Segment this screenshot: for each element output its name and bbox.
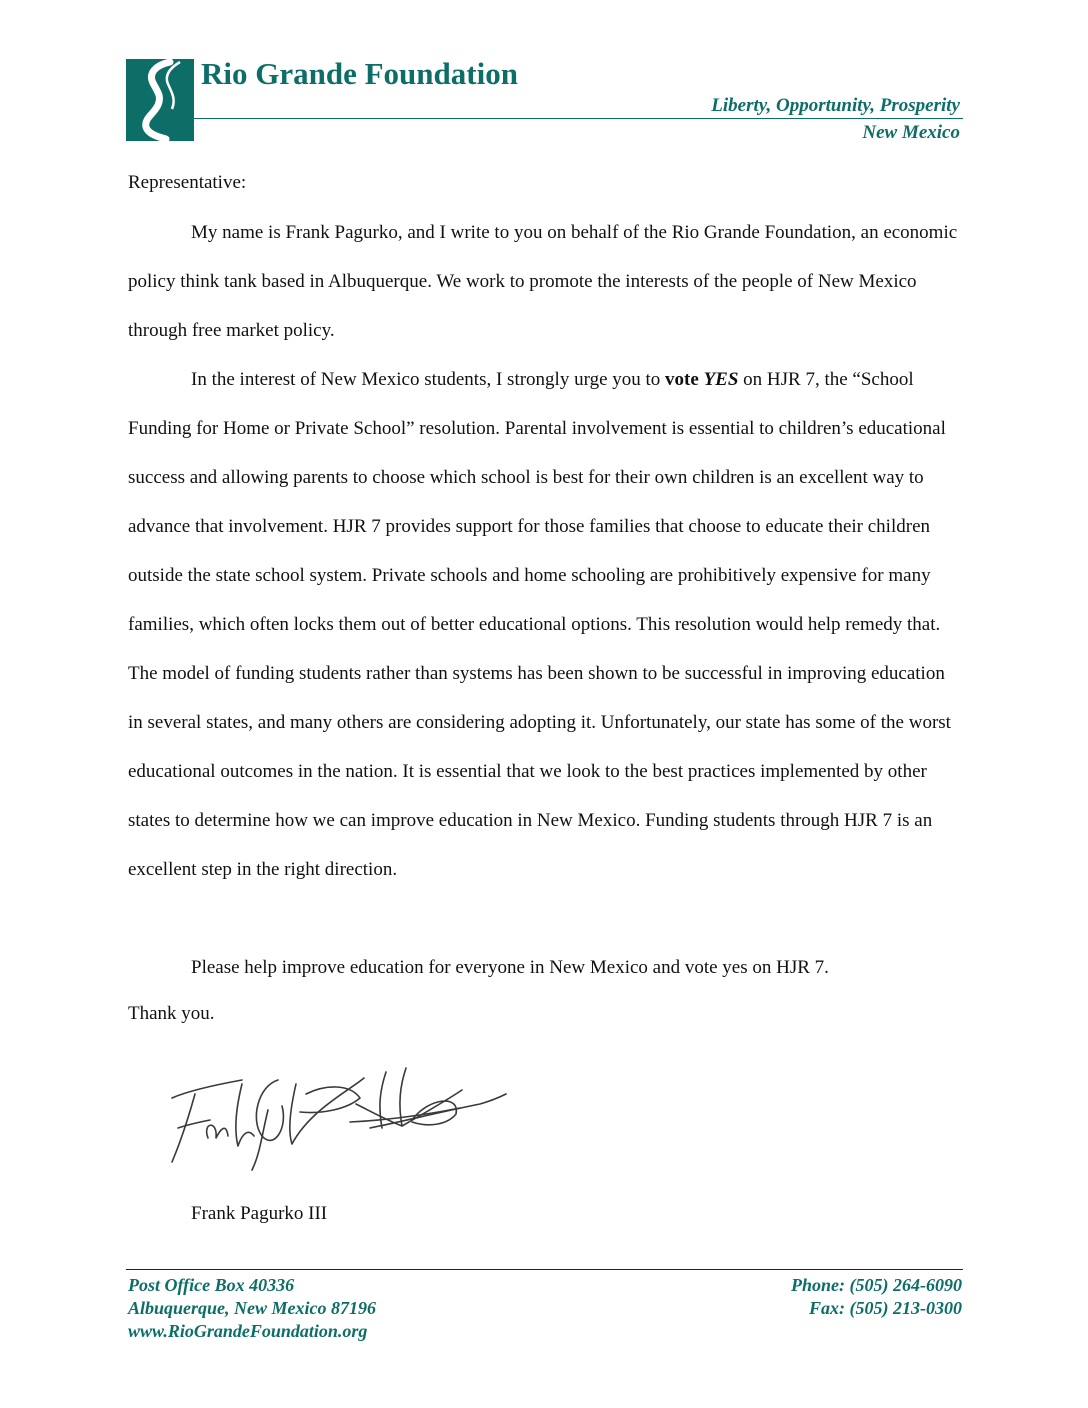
signer-name: Frank Pagurko III xyxy=(191,1203,328,1224)
paragraph-argument xyxy=(128,355,963,894)
vote-emphasis: vote xyxy=(665,369,704,390)
header-rule xyxy=(194,118,963,119)
paragraph-appeal: Please help improve education for everyone in New Mexico and vote yes on HJR 7. xyxy=(191,957,829,978)
website-link[interactable]: www.RioGrandeFoundation.org xyxy=(128,1321,368,1341)
address-line-2: Albuquerque, New Mexico 87196 xyxy=(128,1298,377,1318)
paragraph-intro: My name is Frank Pagurko, and I write to you on behalf of the Rio Grande Foundation, an economic policy think tank based in Albuquerque. We work to promote the interests of the people of New Mexico through free market policy. xyxy=(128,222,958,341)
footer-contact xyxy=(791,1274,962,1320)
handwritten-signature xyxy=(150,1050,510,1175)
fax-number: Fax: (505) 213-0300 xyxy=(809,1298,962,1318)
address-line-1: Post Office Box 40336 xyxy=(128,1275,295,1295)
salutation: Representative: xyxy=(128,172,247,193)
footer-rule xyxy=(126,1269,963,1270)
footer-address xyxy=(128,1274,376,1343)
paragraph-argument-lead: In the interest of New Mexico students, I strongly urge you to xyxy=(191,369,666,390)
state-name: New Mexico xyxy=(862,122,960,143)
phone-number: Phone: (505) 264-6090 xyxy=(791,1275,962,1295)
foundation-logo xyxy=(126,59,194,141)
org-name: Rio Grande Foundation xyxy=(201,56,518,91)
tagline: Liberty, Opportunity, Prosperity xyxy=(711,95,960,116)
vote-yes-emphasis: YES xyxy=(703,369,739,390)
closing: Thank you. xyxy=(128,1003,215,1024)
paragraph-argument-rest: on HJR 7, the “School Funding for Home or Private School” resolution. Parental involvement is essential to children’s educational success and allowing parents to choose which school is best for their own children is an excellent way to advance that involvement. HJR 7 provides support for those families that choose to educate their children outside the state school system. Private schools and home schooling are prohibitively expensive for many families, which often locks them out of better educational options. This resolution would help remedy that. The model of funding students rather than systems has been shown to be successful in improving education in several states, and many others are considering adopting it. Unfortunately, our state has some of the worst educational outcomes in the nation. It is essential that we look to the best practices implemented by other states to determine how we can improve education in New Mexico. Funding students through HJR 7 is an excellent step in the right direction. xyxy=(128,369,951,880)
